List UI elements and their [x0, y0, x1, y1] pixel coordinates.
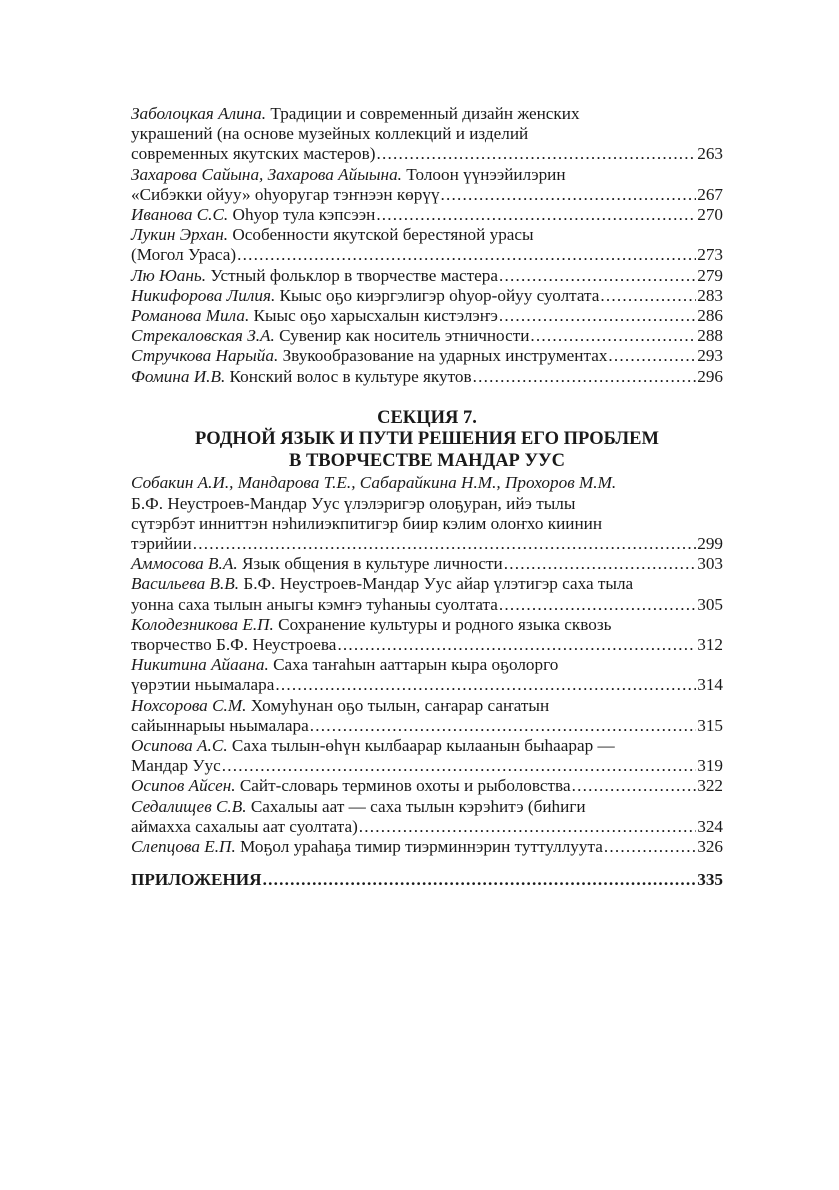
entry-author: Нохсорова С.М. — [131, 695, 247, 715]
toc-entry[interactable] — [131, 574, 723, 614]
dot-leader — [376, 144, 696, 164]
page-number: 279 — [697, 265, 723, 285]
toc-entry[interactable] — [131, 286, 723, 306]
entry-title: Мандар Уус — [131, 756, 221, 776]
entry-title: аймахха сахалыы аат суолтата) — [131, 816, 358, 836]
toc-entries-before-section — [131, 104, 723, 387]
entry-title: Сахалыы аат — саха тылын кэрэһитэ (биһиги — [246, 796, 586, 816]
toc-entry[interactable] — [131, 306, 723, 326]
page-number: 303 — [697, 554, 723, 574]
page-number: 286 — [697, 306, 723, 326]
entry-title: сайыннарыы ньымалара — [131, 715, 309, 735]
page-number: 305 — [697, 594, 723, 614]
entry-author: Васильева В.В. — [131, 574, 240, 594]
page-number: 296 — [697, 366, 723, 386]
page-number: 283 — [697, 285, 723, 305]
dot-leader — [441, 185, 697, 205]
entry-last-line — [131, 286, 723, 306]
entry-last-line — [131, 756, 723, 776]
entry-line — [131, 797, 723, 817]
entry-author: Слепцова Е.П. — [131, 837, 236, 856]
entry-last-line — [131, 326, 723, 346]
section-number: СЕКЦИЯ 7. — [377, 407, 477, 428]
page-number: 273 — [697, 245, 723, 265]
entry-author: Никифорова Лилия. — [131, 285, 276, 305]
toc-entry[interactable] — [131, 736, 723, 776]
entry-title: тэрийии — [131, 533, 192, 553]
entry-line — [131, 574, 723, 594]
entry-title — [131, 346, 607, 366]
page-number: 324 — [697, 816, 723, 836]
entry-author: Никитина Айаана. — [131, 655, 269, 675]
entry-title — [131, 776, 571, 796]
entry-title — [131, 837, 603, 857]
entry-title: үөрэтии ньымалара — [131, 675, 275, 695]
table-of-contents — [131, 104, 723, 890]
dot-leader — [263, 870, 697, 890]
dot-leader — [310, 716, 696, 736]
page-number: 315 — [697, 715, 723, 735]
entry-last-line — [131, 817, 723, 837]
entry-line — [131, 696, 723, 716]
entry-title-text: Оһуор тула кэпсээн — [228, 205, 376, 225]
entry-last-line — [131, 776, 723, 796]
dot-leader — [222, 756, 696, 776]
entry-last-line — [131, 716, 723, 736]
page-number: 335 — [697, 870, 723, 890]
entry-last-line — [131, 675, 723, 695]
entry-title-text: Моҕол ураһаҕа тимир тиэрминнэрин туттуллуута — [235, 837, 603, 856]
dot-leader — [237, 245, 696, 265]
entry-last-line — [131, 534, 723, 554]
dot-leader — [275, 675, 696, 695]
section-heading — [131, 408, 723, 473]
dot-leader — [608, 346, 696, 366]
entry-title — [131, 367, 472, 387]
entry-title — [131, 205, 375, 225]
entry-title — [131, 554, 503, 574]
dot-leader — [504, 554, 697, 574]
entry-line — [131, 165, 723, 185]
entry-title: Саха тылын-өһүн кылбаарар кылаанын быһаарар — — [227, 735, 615, 755]
dot-leader — [193, 534, 697, 554]
dot-leader — [572, 776, 697, 796]
dot-leader — [473, 367, 697, 387]
appendix-label: ПРИЛОЖЕНИЯ — [131, 870, 262, 890]
entry-title: Толоон үүнээйилэрин — [401, 164, 566, 184]
entry-line — [131, 104, 723, 124]
entry-last-line — [131, 205, 723, 225]
entry-line — [131, 655, 723, 675]
entry-title: уонна саха тылын аныгы кэмҥэ туһаныы суолтата — [131, 594, 498, 614]
entry-author: Стручкова Нарыйа. — [131, 346, 279, 366]
entry-title: Сохранение культуры и родного языка сквозь — [273, 614, 612, 634]
toc-entry[interactable] — [131, 837, 723, 857]
page-number: 314 — [697, 675, 723, 695]
entry-title — [131, 286, 599, 306]
toc-entry[interactable] — [131, 326, 723, 346]
entry-title-text: Кыыс оҕо киэргэлигэр оһуор-ойуу суолтата — [275, 285, 600, 305]
toc-entry[interactable] — [131, 776, 723, 796]
entry-author: Седалищев С.В. — [131, 796, 247, 816]
entry-line: сүтэрбэт инниттэн нэһилиэкпитигэр биир кэлим олоҥхо киинин — [131, 513, 603, 533]
section-title-line-1: РОДНОЙ ЯЗЫК И ПУТИ РЕШЕНИЯ ЕГО ПРОБЛЕМ — [195, 429, 659, 450]
entry-title — [131, 306, 498, 326]
entry-author: Лю Юань. — [131, 265, 207, 285]
dot-leader — [376, 205, 696, 225]
entry-title: Саха таҥаһын ааттарын кыра оҕолорго — [268, 655, 559, 675]
entry-title — [131, 326, 529, 346]
toc-entry[interactable] — [131, 225, 723, 265]
entry-author: Иванова С.С. — [131, 205, 229, 225]
dot-leader — [604, 837, 696, 857]
dot-leader — [359, 817, 696, 837]
entry-title: Б.Ф. Неустроев-Мандар Уус айар үлэтигэр саха тыла — [239, 574, 634, 594]
entry-last-line — [131, 367, 723, 387]
toc-entry-appendix[interactable] — [131, 870, 723, 890]
entry-author: Осипова А.С. — [131, 735, 228, 755]
entry-author: Стрекаловская З.А. — [131, 326, 275, 346]
entry-title-text: Кыыс оҕо харысхалын кистэлэҥэ — [249, 306, 498, 326]
entry-author: Колодезникова Е.П. — [131, 614, 274, 634]
entry-title-text: Язык общения в культуре личности — [237, 554, 503, 574]
entry-line: украшений (на основе музейных коллекций и изделий — [131, 124, 529, 144]
entry-author: Фомина И.В. — [131, 366, 226, 386]
entry-title — [131, 266, 498, 286]
toc-entry[interactable] — [131, 696, 723, 736]
page-number: 293 — [697, 346, 723, 366]
entry-title: (Могол Ураса) — [131, 245, 237, 265]
entry-author: Собакин А.И., Мандарова Т.Е., Сабарайкина Н.М., Прохоров М.М. — [131, 473, 617, 493]
entry-author: Осипов Айсен. — [131, 776, 236, 796]
toc-entry[interactable] — [131, 346, 723, 366]
entry-line — [131, 615, 723, 635]
page-number: 322 — [697, 776, 723, 796]
entry-author: Заболоцкая Алина. — [131, 104, 267, 123]
entry-line — [131, 473, 723, 493]
entry-last-line — [131, 554, 723, 574]
toc-entry[interactable] — [131, 205, 723, 225]
toc-entry[interactable] — [131, 367, 723, 387]
dot-leader — [337, 635, 696, 655]
toc-entry[interactable] — [131, 266, 723, 286]
entry-last-line — [131, 144, 723, 164]
page-number: 319 — [697, 756, 723, 776]
dot-leader — [530, 326, 696, 346]
entry-title: Особенности якутской берестяной урасы — [228, 225, 534, 245]
entry-title-text: Сайт-словарь терминов охоты и рыболовства — [235, 776, 571, 796]
toc-entries-section-7 — [131, 473, 723, 857]
toc-entry[interactable] — [131, 615, 723, 655]
toc-entry[interactable] — [131, 104, 723, 165]
entry-last-line — [131, 346, 723, 366]
entry-last-line — [131, 306, 723, 326]
dot-leader — [499, 266, 696, 286]
dot-leader — [600, 286, 696, 306]
entry-last-line — [131, 837, 723, 857]
entry-author: Романова Мила. — [131, 306, 250, 326]
entry-last-line — [131, 245, 723, 265]
page-number: 267 — [697, 184, 723, 204]
entry-author: Аммосова В.А. — [131, 554, 238, 574]
entry-title-text: Звукообразование на ударных инструментах — [278, 346, 608, 366]
entry-title-text: Сувенир как носитель этничности — [274, 326, 530, 346]
entry-line — [131, 736, 723, 756]
entry-title: Хомуһунан оҕо тылын, саҥарар саҥатын — [246, 695, 550, 715]
entry-author: Захарова Сайына, Захарова Айыына. — [131, 164, 402, 184]
entry-last-line — [131, 635, 723, 655]
toc-entry[interactable] — [131, 655, 723, 695]
entry-last-line — [131, 266, 723, 286]
entry-title-text: Устный фольклор в творчестве мастера — [206, 265, 498, 285]
entry-title: «Сибэкки ойуу» оһуоругар тэҥнээн көрүү — [131, 184, 440, 204]
toc-entry[interactable] — [131, 165, 723, 205]
entry-title-text: Конский волос в культуре якутов — [225, 366, 472, 386]
page-number: 263 — [697, 144, 723, 164]
page-number: 288 — [697, 326, 723, 346]
section-title-line-2: В ТВОРЧЕСТВЕ МАНДАР УУС — [289, 450, 565, 471]
entry-title: Традиции и современный дизайн женских — [266, 104, 580, 123]
page-number: 326 — [697, 837, 723, 856]
toc-entry[interactable] — [131, 473, 723, 554]
dot-leader — [499, 595, 696, 615]
page-number: 312 — [697, 634, 723, 654]
dot-leader — [499, 306, 696, 326]
entry-line: Б.Ф. Неустроев-Мандар Уус үлэлэригэр олоҕуран, ийэ тылы — [131, 493, 576, 513]
entry-author: Лукин Эрхан. — [131, 225, 229, 245]
entry-last-line — [131, 185, 723, 205]
entry-title: творчество Б.Ф. Неустроева — [131, 634, 337, 654]
entry-last-line — [131, 595, 723, 615]
toc-entry[interactable] — [131, 797, 723, 837]
entry-line — [131, 225, 723, 245]
toc-entry[interactable] — [131, 554, 723, 574]
page-number: 299 — [697, 533, 723, 553]
page-number: 270 — [697, 205, 723, 225]
entry-title: современных якутских мастеров) — [131, 144, 376, 164]
